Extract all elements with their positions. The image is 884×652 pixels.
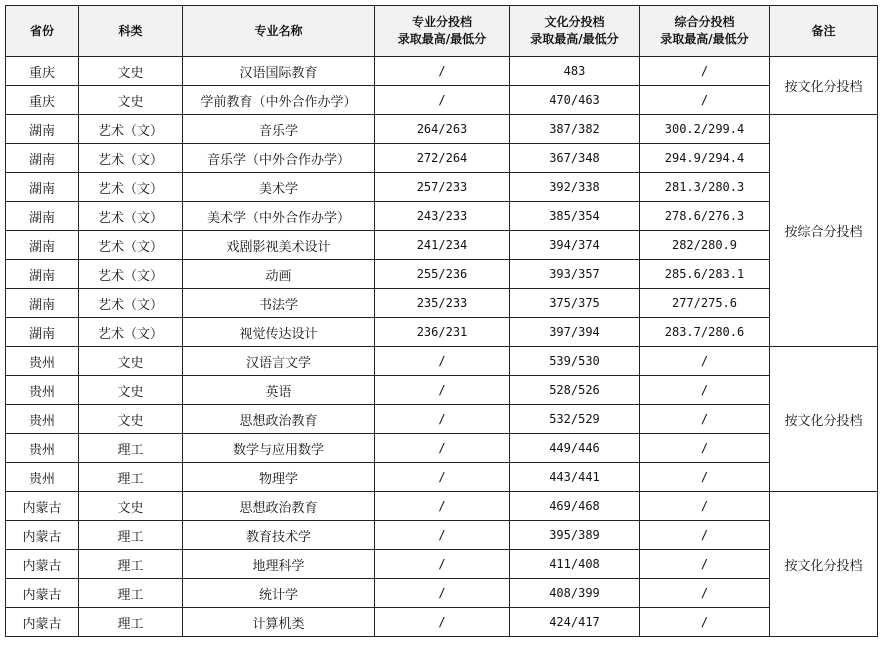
cell-major: 音乐学 bbox=[183, 115, 375, 144]
cell-composite-score: / bbox=[640, 608, 770, 637]
table-row bbox=[6, 608, 878, 637]
table-row bbox=[6, 521, 878, 550]
cell-province: 内蒙古 bbox=[6, 550, 79, 579]
cell-major: 学前教育（中外合作办学） bbox=[183, 86, 375, 115]
cell-professional-score: / bbox=[375, 86, 510, 115]
cell-cultural-score: 443/441 bbox=[510, 463, 640, 492]
cell-category: 文史 bbox=[79, 86, 183, 115]
header-note: 备注 bbox=[770, 6, 878, 57]
cell-professional-score: 272/264 bbox=[375, 144, 510, 173]
cell-professional-score: 235/233 bbox=[375, 289, 510, 318]
cell-composite-score: / bbox=[640, 405, 770, 434]
cell-province: 湖南 bbox=[6, 202, 79, 231]
admission-table-container bbox=[5, 5, 878, 637]
cell-composite-score: / bbox=[640, 579, 770, 608]
cell-cultural-score: 532/529 bbox=[510, 405, 640, 434]
cell-professional-score: / bbox=[375, 405, 510, 434]
cell-province: 贵州 bbox=[6, 376, 79, 405]
header-professional-line2: 录取最高/最低分 bbox=[397, 32, 487, 46]
cell-major: 教育技术学 bbox=[183, 521, 375, 550]
cell-cultural-score: 528/526 bbox=[510, 376, 640, 405]
header-composite-line1: 综合分投档 bbox=[674, 15, 735, 29]
cell-major: 书法学 bbox=[183, 289, 375, 318]
table-row bbox=[6, 86, 878, 115]
cell-province: 湖南 bbox=[6, 115, 79, 144]
header-cultural-line2: 录取最高/最低分 bbox=[530, 32, 619, 46]
cell-category: 理工 bbox=[79, 608, 183, 637]
cell-cultural-score: 395/389 bbox=[510, 521, 640, 550]
cell-composite-score: / bbox=[640, 550, 770, 579]
cell-cultural-score: 392/338 bbox=[510, 173, 640, 202]
cell-major: 物理学 bbox=[183, 463, 375, 492]
cell-category: 艺术（文） bbox=[79, 173, 183, 202]
table-row bbox=[6, 115, 878, 144]
table-row bbox=[6, 550, 878, 579]
table-row bbox=[6, 260, 878, 289]
cell-category: 文史 bbox=[79, 376, 183, 405]
cell-professional-score: / bbox=[375, 434, 510, 463]
cell-composite-score: 282/280.9 bbox=[640, 231, 770, 260]
header-category: 科类 bbox=[79, 6, 183, 57]
cell-cultural-score: 393/357 bbox=[510, 260, 640, 289]
cell-note: 按综合分投档 bbox=[770, 115, 878, 347]
table-body bbox=[6, 57, 878, 637]
table-row bbox=[6, 405, 878, 434]
table-row bbox=[6, 492, 878, 521]
cell-cultural-score: 470/463 bbox=[510, 86, 640, 115]
cell-composite-score: / bbox=[640, 463, 770, 492]
cell-category: 文史 bbox=[79, 57, 183, 86]
cell-major: 地理科学 bbox=[183, 550, 375, 579]
cell-category: 文史 bbox=[79, 405, 183, 434]
cell-professional-score: / bbox=[375, 492, 510, 521]
cell-professional-score: 264/263 bbox=[375, 115, 510, 144]
cell-cultural-score: 367/348 bbox=[510, 144, 640, 173]
cell-major: 美术学（中外合作办学） bbox=[183, 202, 375, 231]
cell-professional-score: 257/233 bbox=[375, 173, 510, 202]
cell-cultural-score: 387/382 bbox=[510, 115, 640, 144]
cell-major: 动画 bbox=[183, 260, 375, 289]
cell-province: 贵州 bbox=[6, 463, 79, 492]
cell-professional-score: / bbox=[375, 608, 510, 637]
header-major: 专业名称 bbox=[183, 6, 375, 57]
cell-major: 计算机类 bbox=[183, 608, 375, 637]
cell-professional-score: / bbox=[375, 550, 510, 579]
cell-province: 湖南 bbox=[6, 289, 79, 318]
cell-professional-score: / bbox=[375, 579, 510, 608]
cell-composite-score: / bbox=[640, 492, 770, 521]
admission-score-table bbox=[5, 5, 878, 637]
cell-province: 湖南 bbox=[6, 144, 79, 173]
cell-category: 艺术（文） bbox=[79, 231, 183, 260]
cell-category: 理工 bbox=[79, 434, 183, 463]
cell-major: 美术学 bbox=[183, 173, 375, 202]
cell-cultural-score: 408/399 bbox=[510, 579, 640, 608]
cell-major: 汉语国际教育 bbox=[183, 57, 375, 86]
cell-major: 汉语言文学 bbox=[183, 347, 375, 376]
cell-cultural-score: 411/408 bbox=[510, 550, 640, 579]
table-row bbox=[6, 347, 878, 376]
header-province: 省份 bbox=[6, 6, 79, 57]
cell-major: 视觉传达设计 bbox=[183, 318, 375, 347]
cell-composite-score: 285.6/283.1 bbox=[640, 260, 770, 289]
cell-professional-score: / bbox=[375, 521, 510, 550]
table-header-row bbox=[6, 6, 878, 57]
cell-category: 文史 bbox=[79, 492, 183, 521]
table-row bbox=[6, 463, 878, 492]
table-row bbox=[6, 289, 878, 318]
table-row bbox=[6, 434, 878, 463]
cell-province: 湖南 bbox=[6, 173, 79, 202]
cell-category: 理工 bbox=[79, 463, 183, 492]
cell-category: 艺术（文） bbox=[79, 202, 183, 231]
cell-composite-score: 300.2/299.4 bbox=[640, 115, 770, 144]
cell-composite-score: / bbox=[640, 57, 770, 86]
cell-composite-score: / bbox=[640, 434, 770, 463]
cell-category: 艺术（文） bbox=[79, 260, 183, 289]
cell-province: 重庆 bbox=[6, 57, 79, 86]
table-row bbox=[6, 202, 878, 231]
cell-note: 按文化分投档 bbox=[770, 347, 878, 492]
cell-professional-score: 255/236 bbox=[375, 260, 510, 289]
cell-cultural-score: 394/374 bbox=[510, 231, 640, 260]
cell-composite-score: 278.6/276.3 bbox=[640, 202, 770, 231]
cell-professional-score: / bbox=[375, 347, 510, 376]
cell-professional-score: 243/233 bbox=[375, 202, 510, 231]
cell-cultural-score: 449/446 bbox=[510, 434, 640, 463]
cell-cultural-score: 539/530 bbox=[510, 347, 640, 376]
table-row bbox=[6, 57, 878, 86]
cell-province: 贵州 bbox=[6, 405, 79, 434]
cell-major: 统计学 bbox=[183, 579, 375, 608]
cell-province: 湖南 bbox=[6, 260, 79, 289]
cell-composite-score: 283.7/280.6 bbox=[640, 318, 770, 347]
cell-major: 思想政治教育 bbox=[183, 492, 375, 521]
cell-category: 文史 bbox=[79, 347, 183, 376]
cell-cultural-score: 469/468 bbox=[510, 492, 640, 521]
header-professional-score bbox=[375, 6, 510, 57]
table-row bbox=[6, 376, 878, 405]
cell-professional-score: / bbox=[375, 57, 510, 86]
cell-province: 贵州 bbox=[6, 434, 79, 463]
table-row bbox=[6, 579, 878, 608]
cell-composite-score: / bbox=[640, 521, 770, 550]
cell-professional-score: / bbox=[375, 376, 510, 405]
header-cultural-score bbox=[510, 6, 640, 57]
header-professional-line1: 专业分投档 bbox=[411, 15, 472, 29]
cell-composite-score: 277/275.6 bbox=[640, 289, 770, 318]
cell-category: 理工 bbox=[79, 521, 183, 550]
cell-province: 湖南 bbox=[6, 318, 79, 347]
cell-professional-score: 236/231 bbox=[375, 318, 510, 347]
cell-cultural-score: 424/417 bbox=[510, 608, 640, 637]
cell-category: 艺术（文） bbox=[79, 289, 183, 318]
cell-category: 艺术（文） bbox=[79, 318, 183, 347]
cell-composite-score: 294.9/294.4 bbox=[640, 144, 770, 173]
cell-cultural-score: 483 bbox=[510, 57, 640, 86]
table-row bbox=[6, 231, 878, 260]
header-cultural-line1: 文化分投档 bbox=[544, 15, 605, 29]
cell-composite-score: / bbox=[640, 86, 770, 115]
cell-composite-score: / bbox=[640, 376, 770, 405]
cell-major: 戏剧影视美术设计 bbox=[183, 231, 375, 260]
cell-category: 艺术（文） bbox=[79, 115, 183, 144]
cell-province: 内蒙古 bbox=[6, 492, 79, 521]
table-row bbox=[6, 144, 878, 173]
cell-note: 按文化分投档 bbox=[770, 57, 878, 115]
header-composite-line2: 录取最高/最低分 bbox=[660, 32, 749, 46]
cell-province: 重庆 bbox=[6, 86, 79, 115]
cell-category: 理工 bbox=[79, 579, 183, 608]
cell-professional-score: / bbox=[375, 463, 510, 492]
cell-cultural-score: 385/354 bbox=[510, 202, 640, 231]
cell-province: 湖南 bbox=[6, 231, 79, 260]
header-composite-score bbox=[640, 6, 770, 57]
cell-cultural-score: 397/394 bbox=[510, 318, 640, 347]
cell-province: 内蒙古 bbox=[6, 521, 79, 550]
cell-major: 数学与应用数学 bbox=[183, 434, 375, 463]
cell-major: 音乐学（中外合作办学） bbox=[183, 144, 375, 173]
table-row bbox=[6, 173, 878, 202]
cell-province: 贵州 bbox=[6, 347, 79, 376]
cell-province: 内蒙古 bbox=[6, 579, 79, 608]
cell-category: 理工 bbox=[79, 550, 183, 579]
cell-province: 内蒙古 bbox=[6, 608, 79, 637]
table-row bbox=[6, 318, 878, 347]
cell-professional-score: 241/234 bbox=[375, 231, 510, 260]
cell-major: 英语 bbox=[183, 376, 375, 405]
cell-category: 艺术（文） bbox=[79, 144, 183, 173]
cell-note: 按文化分投档 bbox=[770, 492, 878, 637]
cell-composite-score: / bbox=[640, 347, 770, 376]
cell-cultural-score: 375/375 bbox=[510, 289, 640, 318]
cell-composite-score: 281.3/280.3 bbox=[640, 173, 770, 202]
cell-major: 思想政治教育 bbox=[183, 405, 375, 434]
